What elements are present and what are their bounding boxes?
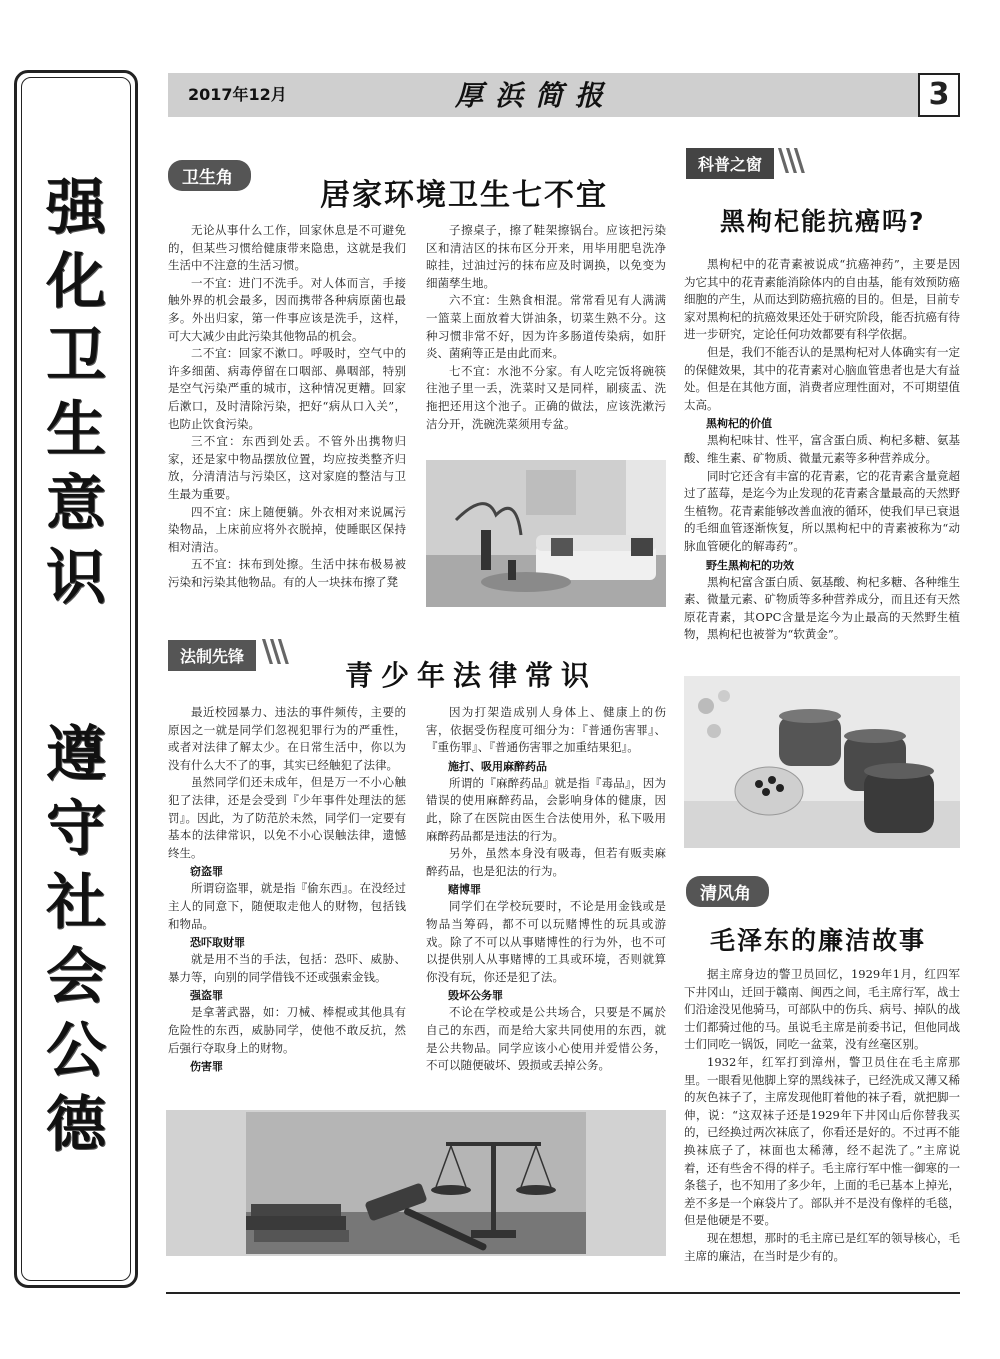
subheading: 窃盗罪 xyxy=(190,865,223,879)
paragraph: 所谓的『麻醉药品』就是指『毒品』，因为错误的使用麻醉药品，会影响身体的健康，因此，除了在医院由医生合法使用外，私下吸用麻醉药品都是违法的行为。 xyxy=(426,775,666,843)
subheading: 恐吓取财罪 xyxy=(190,936,245,950)
paragraph: 黑枸杞富含蛋白质、氨基酸、枸杞多糖、各种维生素、微量元素、矿物质等多种营养成分，而且还有天然原花青素，其OPC含量是迄今为止最高的天然野生植物，黑枸杞也被誉为“软黄金”。 xyxy=(684,574,960,642)
paragraph: 因为打架造成别人身体上、健康上的伤害，依据受伤程度可细分为：『普通伤害罪』、『重伤罪』、『普通伤害罪之加重结果犯』。 xyxy=(426,705,666,755)
paragraph: 不论在学校或是公共场合，只要是不属於自己的东西，而是给大家共同使用的东西，就是公共物品。同学应该小心使用并爱惜公务，不可以随便破坏、毁损或丢掉公务。 xyxy=(426,1005,666,1073)
bottom-rule xyxy=(166,1292,960,1294)
law-column-1 xyxy=(168,704,406,1075)
issue-date: 2017年12月 xyxy=(188,85,287,104)
paragraph: 另外，虽然本身没有吸毒，但若有贩卖麻醉药品，也是犯法的行为。 xyxy=(426,846,666,878)
paragraph: 但是，我们不能否认的是黑枸杞对人体确实有一定的保健效果，其中的花青素对心脑血管患者也是大有益处。但是在其他方面，消费者应理性面对，不可期望值太高。 xyxy=(684,344,960,412)
science-tag-slashes: \\\ xyxy=(778,143,802,178)
paragraph: 就是用不当的手法，包括：恐吓、威胁、暴力等，向别的同学借钱不还或强索金钱。 xyxy=(168,952,406,984)
paragraph: 是拿著武器，如：刀械、棒棍或其他具有危险性的东西，威胁同学，使他不敢反抗，然后强行夺取身上的财物。 xyxy=(168,1005,406,1055)
subheading: 黑枸杞的价值 xyxy=(706,417,772,431)
integrity-tag: 清风角 xyxy=(686,876,769,907)
subheading: 毁坏公务罪 xyxy=(448,989,503,1003)
paragraph: 同学们在学校玩要时，不论是用金钱或是物品当筹码，都不可以玩赌博性的玩具或游戏。除了不可以从事赌博性的行为外，也不可以提供别人从事赌博的工具或环境，否则就算你没有玩，你还是犯了法。 xyxy=(426,899,666,984)
integrity-title: 毛泽东的廉洁故事 xyxy=(710,926,927,955)
science-tag: 科普之窗 xyxy=(686,148,774,179)
living-room-photo xyxy=(426,460,666,607)
paragraph: 最近校园暴力、违法的事件频传，主要的原因之一就是同学们忽视犯罪行为的严重性，或者对法律了解太少。在日常生活中，你以为没有什么大不了的事，其实已经触犯了法律。 xyxy=(168,705,406,772)
page-number: 3 xyxy=(918,73,960,117)
paragraph: 黑枸杞味甘、性平，富含蛋白质、枸杞多糖、氨基酸、维生素、矿物质、微量元素等多种营养成分。 xyxy=(684,433,960,465)
side-banner xyxy=(14,70,138,1288)
scales-gavel-photo xyxy=(246,1112,586,1254)
tea-cups-photo xyxy=(684,676,960,848)
hygiene-title: 居家环境卫生七不宜 xyxy=(320,178,608,213)
law-tag: 法制先锋 xyxy=(168,640,256,671)
hygiene-column-2: 子擦桌子，擦了鞋架擦锅台。应该把污染区和清洁区的抹布区分开来，用毕用肥皂洗净晾挂，过油过污的抹布应及时调换，以免变为细菌孳生地。 六不宜：生熟食相混。常常看见有人满满一篮菜上面放着大饼油条，切菜生熟不分。这种习惯非常不好，因为许多肠道传染病，如肝炎、菌痢等正是由此而来。 七不宜：水池不分家。有人吃完饭将碗筷往池子里一丢，洗菜时又是同样，刷痰盂、洗拖把还用这个池子。正确的做法，应该洗漱污洁分开，洗碗洗菜须用专盆。 xyxy=(426,223,666,431)
subheading: 赌博罪 xyxy=(448,883,481,897)
science-title: 黑枸杞能抗癌吗? xyxy=(720,207,926,236)
paragraph: 所谓窃盗罪，就是指『偷东西』。在没经过主人的同意下，随便取走他人的财物，包括钱和物品。 xyxy=(168,881,406,931)
slogan-line-2: 遵 守 社 会 公 德 xyxy=(46,720,106,1160)
paragraph: 黑枸杞中的花青素被说成“抗癌神药”，主要是因为它其中的花青素能消除体内的自由基，能有效预防癌细胞的产生，从而达到防癌抗癌的目的。但是，目前专家对黑枸杞的抗癌效果还处于研究阶段，能否抗癌有待进一步研究，定论任何功效都要有科学依据。 xyxy=(684,257,960,342)
hygiene-column-1: 无论从事什么工作，回家休息是不可避免的，但某些习惯给健康带来隐患，这就是我们生活中不注意的生活习惯。 一不宜：进门不洗手。对人体而言，手接触外界的机会最多，因而携带各种病原菌也最多。外出归家，第一件事应该是洗手，这样，可大大减少由此污染其他物品的机会。 二不宜：回家不漱口。呼吸时，空气中的许多细菌、病毒停留在口咽部、鼻咽部，特别是空气污染严重的城市，这种情况更糟。回家后漱口，及时清除污染，把好“病从口入关”，也防止饮食污染。 三不宜：东西到处丢。不管外出携物归家，还是家中物品摆放位置，均应按类整齐归放，分清清洁与污染区，这对家庭的整洁与卫生最为重要。 四不宜：床上随便躺。外衣相对来说属污染物品，上床前应将外衣脱掉，使睡眠区保持相对清洁。 五不宜：抹布到处擦。生活中抹布极易被污染和污染其他物品。有的人一块抹布擦了凳 xyxy=(168,223,406,589)
law-column-2 xyxy=(426,704,666,1075)
subheading: 野生黑枸杞的功效 xyxy=(706,558,794,572)
science-article xyxy=(684,256,960,644)
slogan-line-1: 强 化 卫 生 意 识 xyxy=(46,173,106,613)
subheading: 伤害罪 xyxy=(190,1060,223,1074)
newspaper-title: 厚浜简报 xyxy=(455,79,616,112)
subheading: 强盗罪 xyxy=(190,989,223,1003)
law-tag-slashes: \\\ xyxy=(262,634,286,669)
hygiene-tag: 卫生角 xyxy=(168,160,251,191)
paragraph: 同时它还含有丰富的花青素，它的花青素含量竟超过了蓝莓，是迄今为止发现的花青素含量最高的天然野生植物。花青素能够改善血液的循环，使我们早已衰退的毛细血管逐渐恢复，所以黑枸杞中的青素被称为“动脉血管硬化的解毒药”。 xyxy=(684,468,960,553)
law-title: 青少年法律常识 xyxy=(345,659,598,692)
integrity-article: 据主席身边的警卫员回忆，1929年1月，红四军下井冈山，迁回于赣南、闽西之间，毛主席行军，战士们沿途没见他骑马，可部队中的伤兵、病号、掉队的战士们都骑过他的马。虽说毛主席是前委书记，但他同战士们同吃一锅饭，同吃一盆菜，没有丝毫区别。 1932年，红军打到漳州，警卫员住在毛主席那里。一眼看见他脚上穿的黑线袜子，已经洗成又薄又稀的灰色袜子了，主席发现他盯着他的袜子看，就把脚一伸，说：“这双袜子还是1929年下井冈山后你替我买的，已经换过两次袜底了，你看还是好的。不过再不能换袜底子了，袜面也太稀薄，经不起洗了。”主席说着，还有些舍不得的样子。毛主席行军中惟一御寒的一条毯子，也不知用了多少年，上面的毛已基本上掉光，差不多是一个麻袋片了。部队并不是没有像样的毛毯，但是他硬是不要。 现在想想，那时的毛主席已是红军的领导核心，毛主席的廉洁，在当时是少有的。 xyxy=(684,967,960,1263)
paragraph: 虽然同学们还未成年，但是万一不小心触犯了法律，还是会受到『少年事件处理法的惩罚』。因此，为了防范於未然，同学们一定要有基本的法律常识，以免不小心误触法律，遗憾终生。 xyxy=(168,775,406,860)
subheading: 施打、吸用麻醉药品 xyxy=(448,759,547,773)
